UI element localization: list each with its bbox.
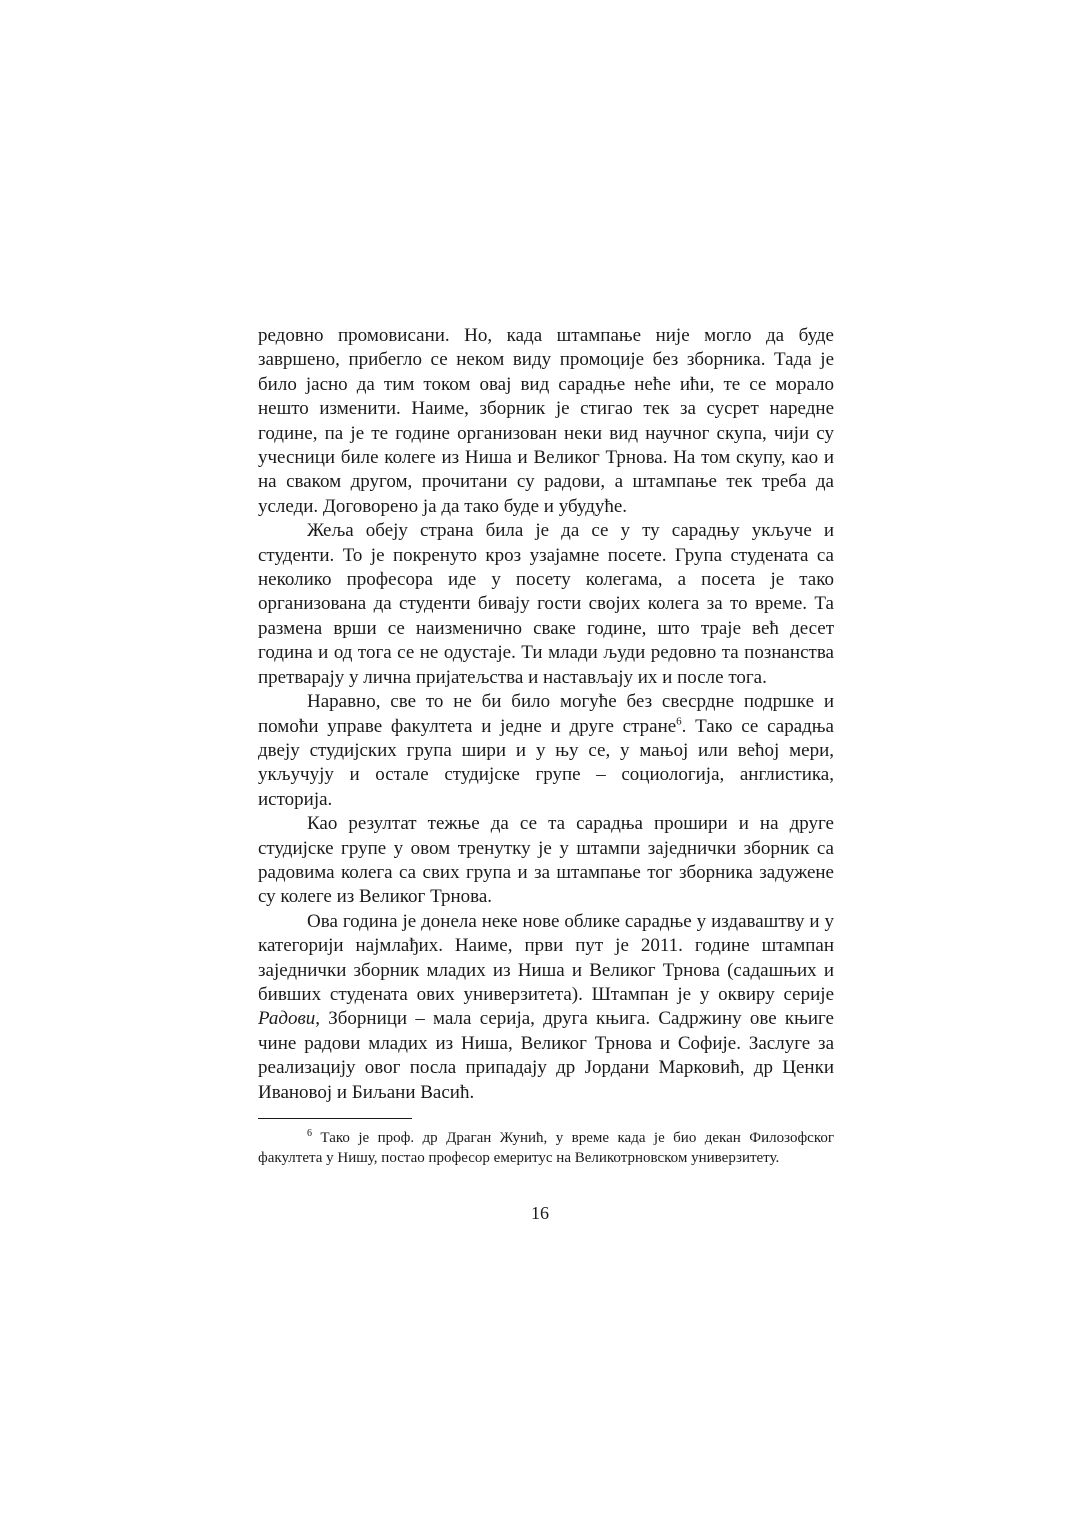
paragraph-1: редовно промовисани. Но, када штампање није могло да буде завршено, прибегло се неком виду промоције без зборника. Тада је било јасно да тим током овај вид сарадње неће ићи, те се морало нешто изменити. Наиме, зборник је стигао тек за сусрет наредне године, па је те године организован неки вид научног скупа, чији су учесници биле колеге из Ниша и Великог Трнова. На том скупу, као и на сваком другом, прочитани су радови, а штампање тек треба да уследи. Договорено ја да тако буде и убудуће. xyxy=(258,325,834,517)
footnote-number: 6 xyxy=(307,1128,312,1139)
paragraph-5-text-end: , Зборници – мала серија, друга књига. Садржину ове књиге чине радови младих из Ниша, Великог Трнова и Софије. Заслуге за реализацију овог посла припадају др Јордани Марковић, др Ценки Ивановој и Биљани Васић. xyxy=(258,1008,834,1103)
paragraph-4: Као резултат тежње да се та сарадња прошири и на друге студијске групе у овом тренутку је у штампи заједнички зборник са радовима колега са свих група и за штампање тог зборника задужене су колеге из Великог Трнова. xyxy=(258,813,834,908)
footnote-text: Тако је проф. др Драган Жунић, у време када је био декан Филозофског факултета у Нишу, постао професор емеритус на Великотрновском универзитету. xyxy=(258,1130,834,1166)
paragraph-5 xyxy=(258,910,834,1105)
paragraph-3 xyxy=(258,690,834,812)
paragraph-2: Жеља обеју страна била је да се у ту сарадњу укључе и студенти. То је покренуто кроз узајамне посете. Група студената са неколико професора иде у посету колегама, а посета је тако организована да студенти бивају гости својих колега за то време. Та размена врши се наизменично сваке године, што траје већ десет година и од тога се не одустаје. Ти млади људи редовно та познанства претварају у лична пријатељства и настављају их и после тога. xyxy=(258,520,834,688)
page-number: 16 xyxy=(531,1203,549,1223)
footnote-divider xyxy=(258,1118,412,1119)
paragraph-5-text-start: Ова година је донела неке нове облике сарадње у издаваштву и у категорији најмлађих. Наиме, први пут је 2011. године штампан заједнички зборник младих из Ниша и Великог Трнова (садашњих и бивших студената ових универзитета). Штампан је у оквиру серије xyxy=(258,910,834,1005)
series-title: Радови xyxy=(258,1008,316,1030)
footnote-reference: 6 xyxy=(676,715,682,728)
paragraph-3-text-start: Наравно, све то не би било могуће без свесрдне подршке и помоћи управе факултета и једне и друге стране xyxy=(258,691,834,737)
main-text xyxy=(258,324,834,1105)
footnote xyxy=(258,1129,834,1168)
paragraph-3-text-end: . Тако се сарадња двеју студијских група шири и у њу се, у мањој или већој мери, укључују и остале студијске групе – социологија, англистика, историја. xyxy=(258,715,834,810)
